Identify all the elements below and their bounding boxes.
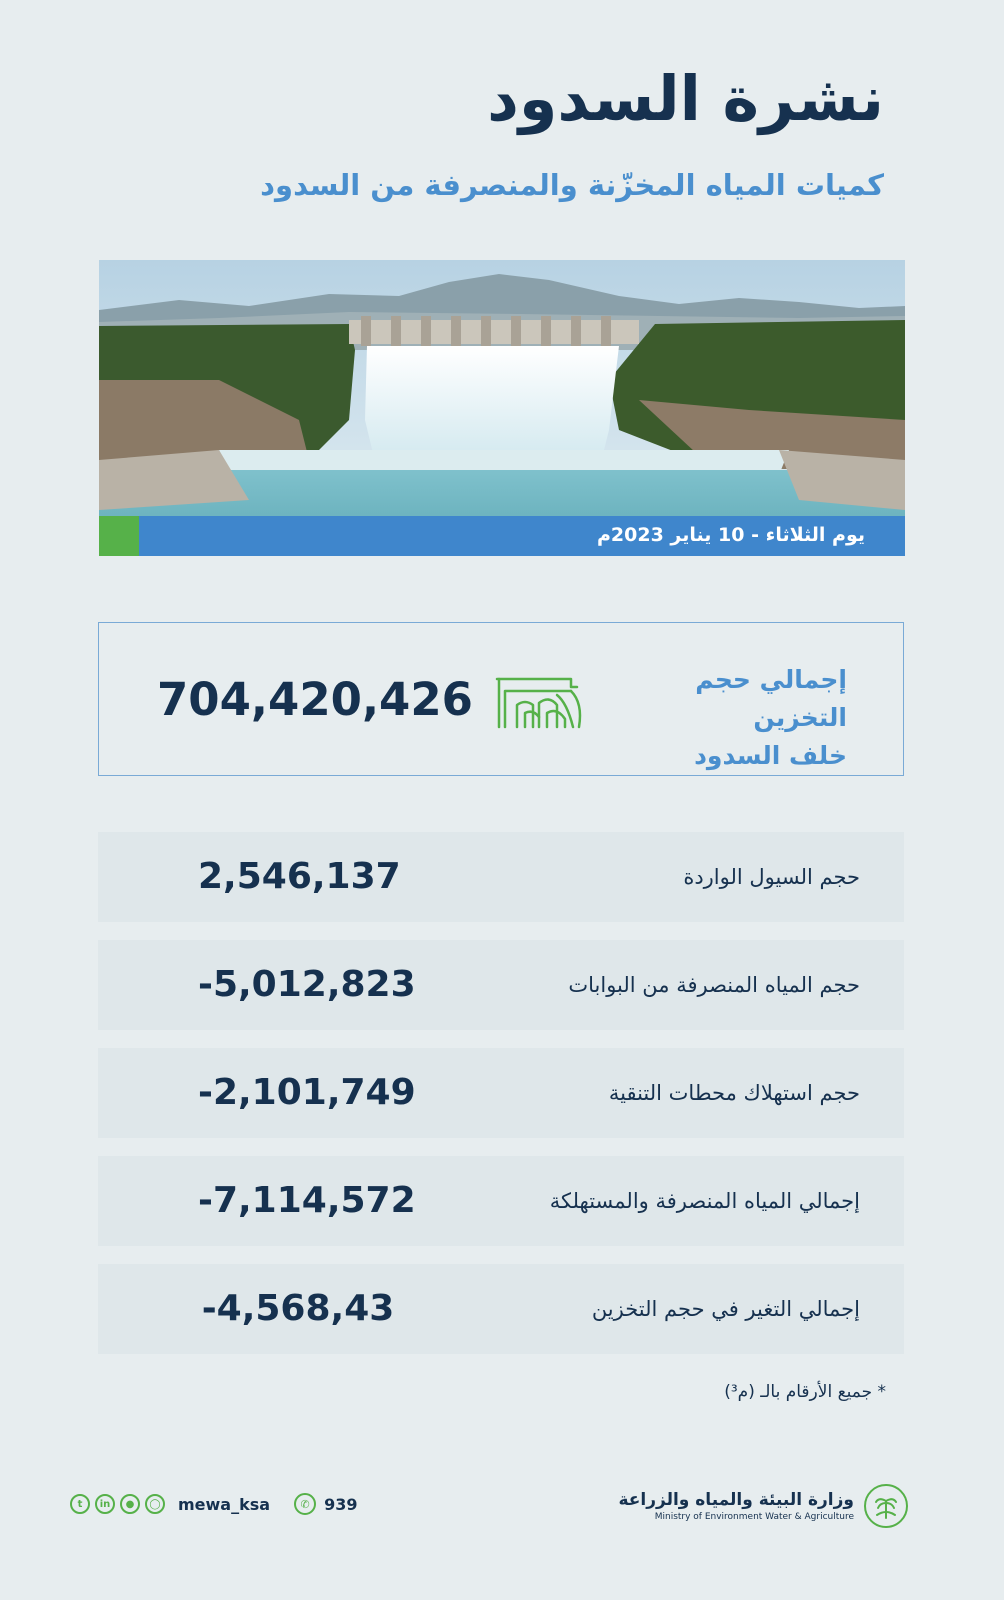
phone-number[interactable]: 939 — [324, 1494, 358, 1514]
page-subtitle: كميات المياه المخزّنة والمنصرفة من السدود — [260, 168, 884, 202]
stat-value: -7,114,572 — [198, 1180, 416, 1221]
footer-contacts — [70, 1490, 357, 1518]
linkedin-icon[interactable]: in — [95, 1494, 115, 1514]
stat-label: حجم السيول الواردة — [683, 865, 860, 889]
stat-label: حجم استهلاك محطات التنقية — [608, 1081, 860, 1105]
total-storage-card — [98, 622, 904, 776]
dam-photo — [99, 260, 905, 556]
stat-label: حجم المياه المنصرفة من البوابات — [568, 973, 860, 997]
total-storage-label-line2: خلف السدود — [694, 741, 847, 770]
bulletin-date: يوم الثلاثاء - 10 يناير 2023م — [596, 524, 865, 546]
stats-list — [98, 832, 904, 1372]
page-title: نشرة السدود — [487, 62, 884, 135]
dam-icon — [495, 673, 585, 729]
stat-value: -4,568,43 — [201, 1288, 395, 1329]
stat-label: إجمالي المياه المنصرفة والمستهلكة — [549, 1189, 860, 1213]
stat-value: -5,012,823 — [198, 964, 416, 1005]
stat-value: 2,546,137 — [198, 856, 401, 897]
total-storage-label — [617, 661, 847, 775]
snapchat-icon[interactable]: ● — [120, 1494, 140, 1514]
stat-row-storage-change — [98, 1264, 904, 1354]
stat-value: -2,101,749 — [198, 1072, 416, 1113]
stat-row-inflow — [98, 832, 904, 922]
ministry-branding — [618, 1484, 908, 1528]
instagram-icon[interactable]: ◯ — [145, 1494, 165, 1514]
date-bar-accent — [99, 516, 139, 556]
ministry-name — [618, 1490, 854, 1522]
stat-row-treatment-consumption — [98, 1048, 904, 1138]
social-handle[interactable]: mewa_ksa — [178, 1494, 271, 1514]
ministry-logo-icon — [864, 1484, 908, 1528]
stat-label: إجمالي التغير في حجم التخزين — [591, 1297, 860, 1321]
ministry-name-en: Ministry of Environment Water & Agriculture — [654, 1512, 854, 1522]
total-storage-label-line1: إجمالي حجم التخزين — [695, 665, 847, 732]
phone-icon: ✆ — [294, 1493, 316, 1515]
units-footnote: * جميع الأرقام بالـ (م³) — [724, 1382, 886, 1402]
ministry-name-ar: وزارة البيئة والمياه والزراعة — [618, 1490, 854, 1510]
twitter-icon[interactable]: t — [70, 1494, 90, 1514]
stat-row-total-released — [98, 1156, 904, 1246]
date-bar — [99, 516, 905, 556]
stat-row-gate-release — [98, 940, 904, 1030]
total-storage-value: 704,420,426 — [157, 673, 473, 726]
